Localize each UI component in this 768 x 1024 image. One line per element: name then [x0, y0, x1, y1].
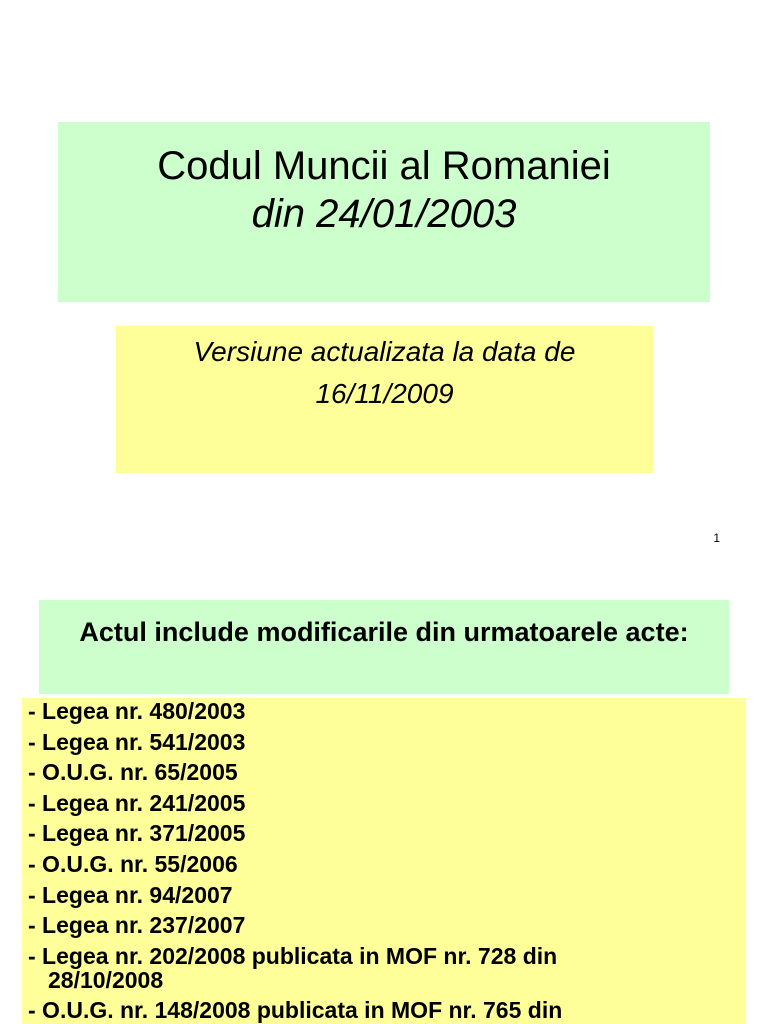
amendments-list: [28, 699, 744, 1024]
list-item: [28, 852, 744, 876]
act-text: - O.U.G. nr. 148/2008 publicata in MOF nr. 765 din: [28, 997, 563, 1024]
list-item: [28, 791, 744, 815]
list-item: [28, 944, 744, 992]
amendments-list-box: [22, 698, 746, 1024]
act-text: - Legea nr. 237/2007: [28, 912, 246, 939]
list-item: [28, 998, 744, 1022]
version-label: Versiune actualizata la data de: [193, 336, 576, 367]
act-text: - Legea nr. 94/2007: [28, 881, 233, 908]
list-item: [28, 883, 744, 907]
version-box: [116, 326, 653, 473]
act-text-continuation: 28/10/2008: [48, 966, 164, 993]
list-item: [28, 699, 744, 723]
document-date: din 24/01/2003: [251, 192, 517, 236]
title-box: [58, 122, 710, 302]
amendments-header: Actul include modificarile din urmatoarele acte:: [79, 617, 689, 647]
amendments-header-box: [39, 600, 729, 694]
act-text: - Legea nr. 541/2003: [28, 728, 246, 755]
act-text: - Legea nr. 480/2003: [28, 698, 246, 724]
page-number: 1: [713, 531, 720, 545]
version-date: 16/11/2009: [315, 378, 454, 409]
document-title: Codul Muncii al Romaniei: [157, 144, 611, 188]
act-text: - O.U.G. nr. 55/2006: [28, 850, 238, 877]
act-text: - Legea nr. 202/2008 publicata in MOF nr. 728 din: [28, 942, 558, 969]
slide-2: [0, 560, 768, 1024]
act-text: - Legea nr. 241/2005: [28, 789, 246, 816]
act-text: - Legea nr. 371/2005: [28, 820, 246, 847]
list-item: [28, 821, 744, 845]
act-text: - O.U.G. nr. 65/2005: [28, 759, 238, 786]
list-item: [28, 730, 744, 754]
list-item: [28, 913, 744, 937]
list-item: [28, 760, 744, 784]
